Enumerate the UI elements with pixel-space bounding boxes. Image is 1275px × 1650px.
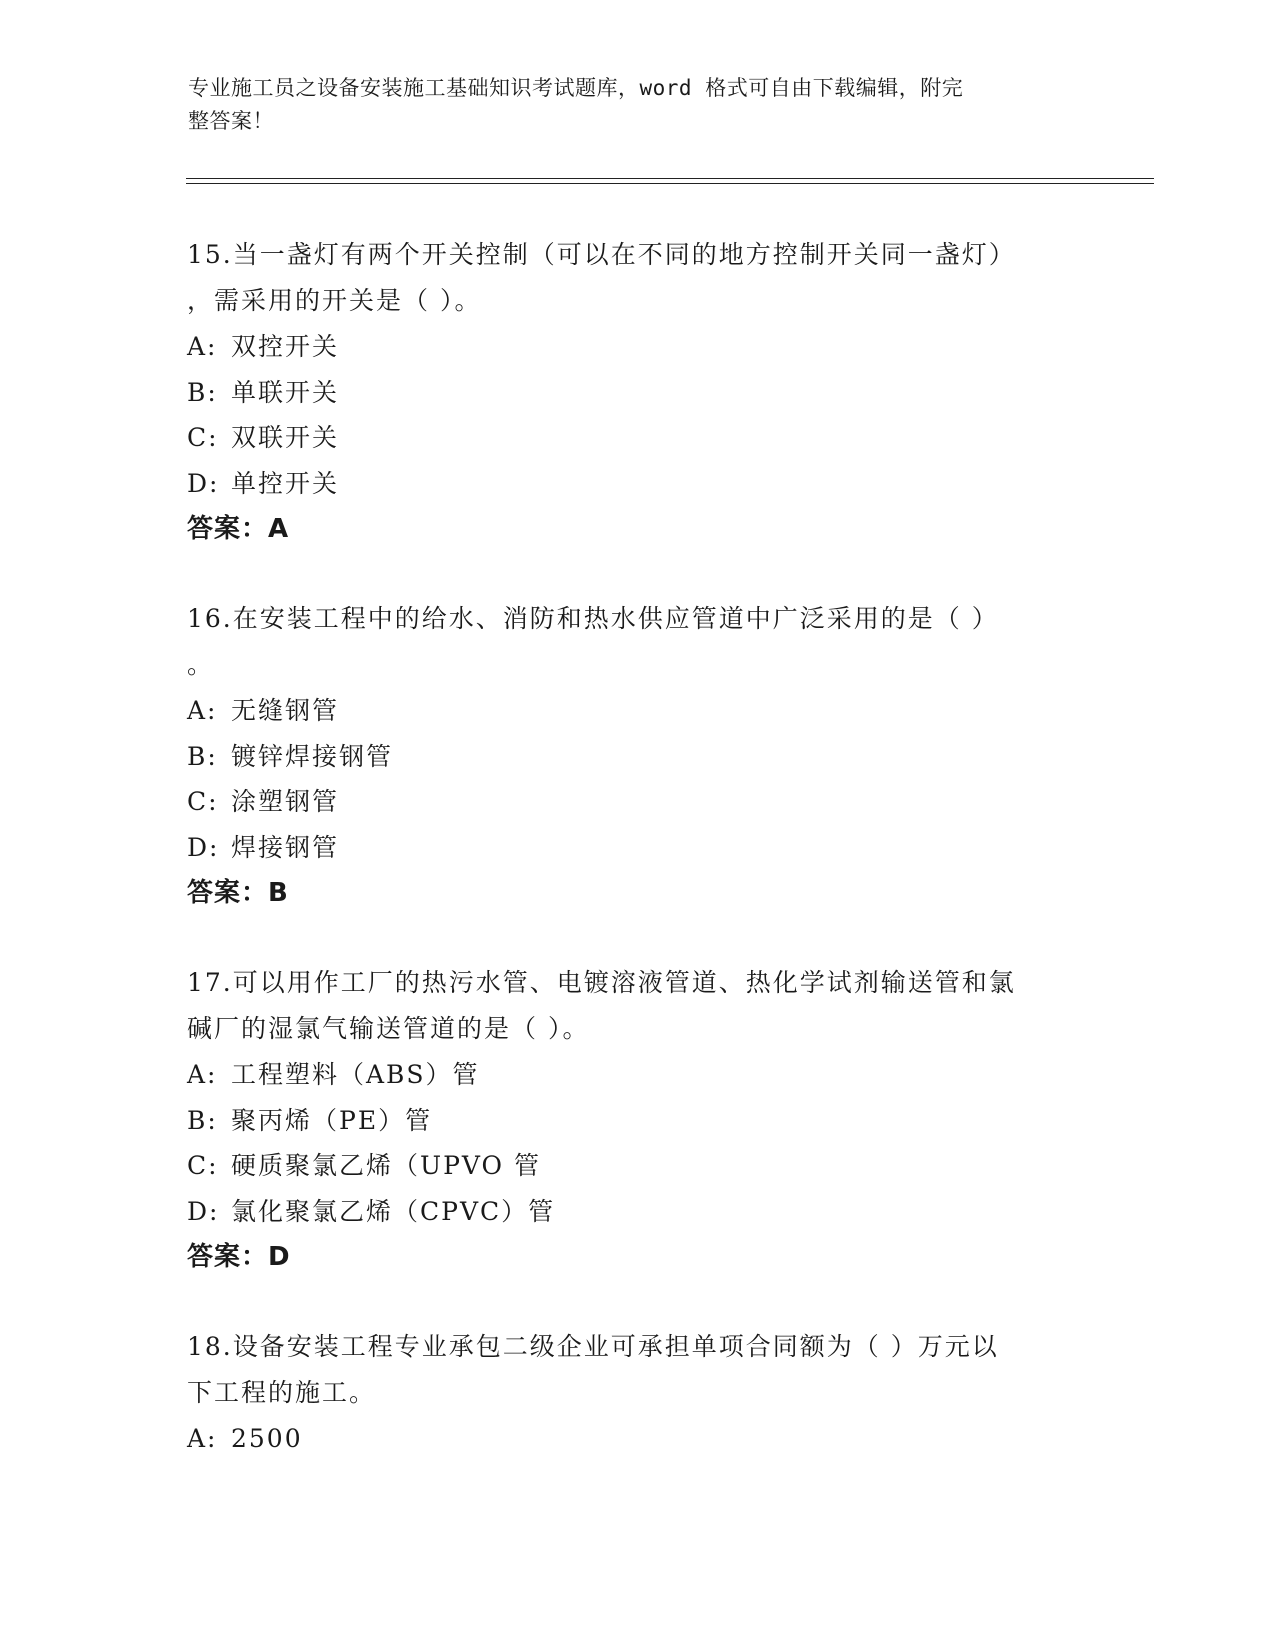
- answer: 答案：D: [187, 1242, 291, 1272]
- question-stem-line-1: 16.在安装工程中的给水、消防和热水供应管道中广泛采用的是（ ）: [187, 604, 999, 633]
- question-18: [187, 1324, 1087, 1462]
- option-text: 焊接钢管: [231, 832, 340, 862]
- question-17: [187, 960, 1087, 1280]
- question-stem-line-1: 17.可以用作工厂的热污水管、电镀溶液管道、热化学试剂输送管和氯: [187, 968, 1016, 997]
- option-d: [187, 825, 1087, 871]
- question-stem: [187, 596, 1087, 688]
- question-stem-line-1: 18.设备安装工程专业承包二级企业可承担单项合同额为（ ）万元以: [187, 1332, 999, 1361]
- option-key: C:: [187, 423, 219, 452]
- document-header: [188, 72, 1068, 138]
- option-text: 硬质聚氯乙烯（UPVO 管: [231, 1151, 541, 1180]
- option-text: 无缝钢管: [231, 696, 340, 725]
- option-key: B:: [187, 1105, 218, 1135]
- question-stem: [187, 232, 1087, 324]
- question-stem-line-2: 下工程的施工。: [187, 1378, 377, 1407]
- header-divider-top: [186, 178, 1154, 179]
- question-stem-line-2: 。: [187, 650, 215, 679]
- option-text: 双控开关: [231, 332, 340, 361]
- option-d: [187, 461, 1087, 507]
- option-text: 单控开关: [231, 468, 340, 498]
- question-stem: [187, 960, 1087, 1052]
- question-stem-line-2: 碱厂的湿氯气输送管道的是（ ）。: [187, 1014, 590, 1043]
- option-key: D:: [187, 468, 220, 498]
- option-text: 涂塑钢管: [231, 787, 340, 816]
- option-key: A:: [187, 332, 218, 361]
- option-b: [187, 734, 1087, 780]
- option-key: B:: [187, 377, 218, 407]
- option-c: [187, 779, 1087, 825]
- option-text: 聚丙烯（PE）管: [231, 1105, 433, 1135]
- question-15: [187, 232, 1087, 552]
- option-a: [187, 1416, 1087, 1462]
- option-c: [187, 415, 1087, 461]
- option-key: A:: [187, 696, 218, 725]
- option-key: A:: [187, 1060, 218, 1089]
- option-b: [187, 370, 1087, 416]
- option-a: [187, 1052, 1087, 1098]
- option-text: 工程塑料（ABS）管: [231, 1060, 480, 1089]
- option-key: C:: [187, 1151, 219, 1180]
- option-key: D:: [187, 1196, 220, 1226]
- option-b: [187, 1098, 1087, 1144]
- question-16: [187, 596, 1087, 916]
- option-a: [187, 688, 1087, 734]
- option-key: B:: [187, 741, 218, 771]
- option-text: 单联开关: [231, 377, 340, 407]
- option-key: C:: [187, 787, 219, 816]
- option-a: [187, 324, 1087, 370]
- header-divider-bottom: [186, 183, 1154, 184]
- option-d: [187, 1189, 1087, 1235]
- option-key: D:: [187, 832, 220, 862]
- option-c: [187, 1143, 1087, 1189]
- header-line-1: 专业施工员之设备安装施工基础知识考试题库，word 格式可自由下载编辑，附完: [188, 76, 964, 100]
- question-stem-line-2: ，需采用的开关是（ ）。: [187, 286, 482, 315]
- option-text: 氯化聚氯乙烯（CPVC）管: [231, 1196, 556, 1226]
- option-text: 镀锌焊接钢管: [231, 741, 394, 771]
- answer: 答案：A: [187, 514, 290, 544]
- option-text: 双联开关: [231, 423, 340, 452]
- option-text: 2500: [231, 1424, 303, 1453]
- question-list: [187, 232, 1087, 1506]
- header-line-2: 整答案！: [188, 109, 274, 133]
- question-stem-line-1: 15.当一盏灯有两个开关控制（可以在不同的地方控制开关同一盏灯）: [187, 240, 1016, 269]
- option-key: A:: [187, 1424, 218, 1453]
- question-stem: [187, 1324, 1087, 1416]
- answer: 答案：B: [187, 878, 289, 908]
